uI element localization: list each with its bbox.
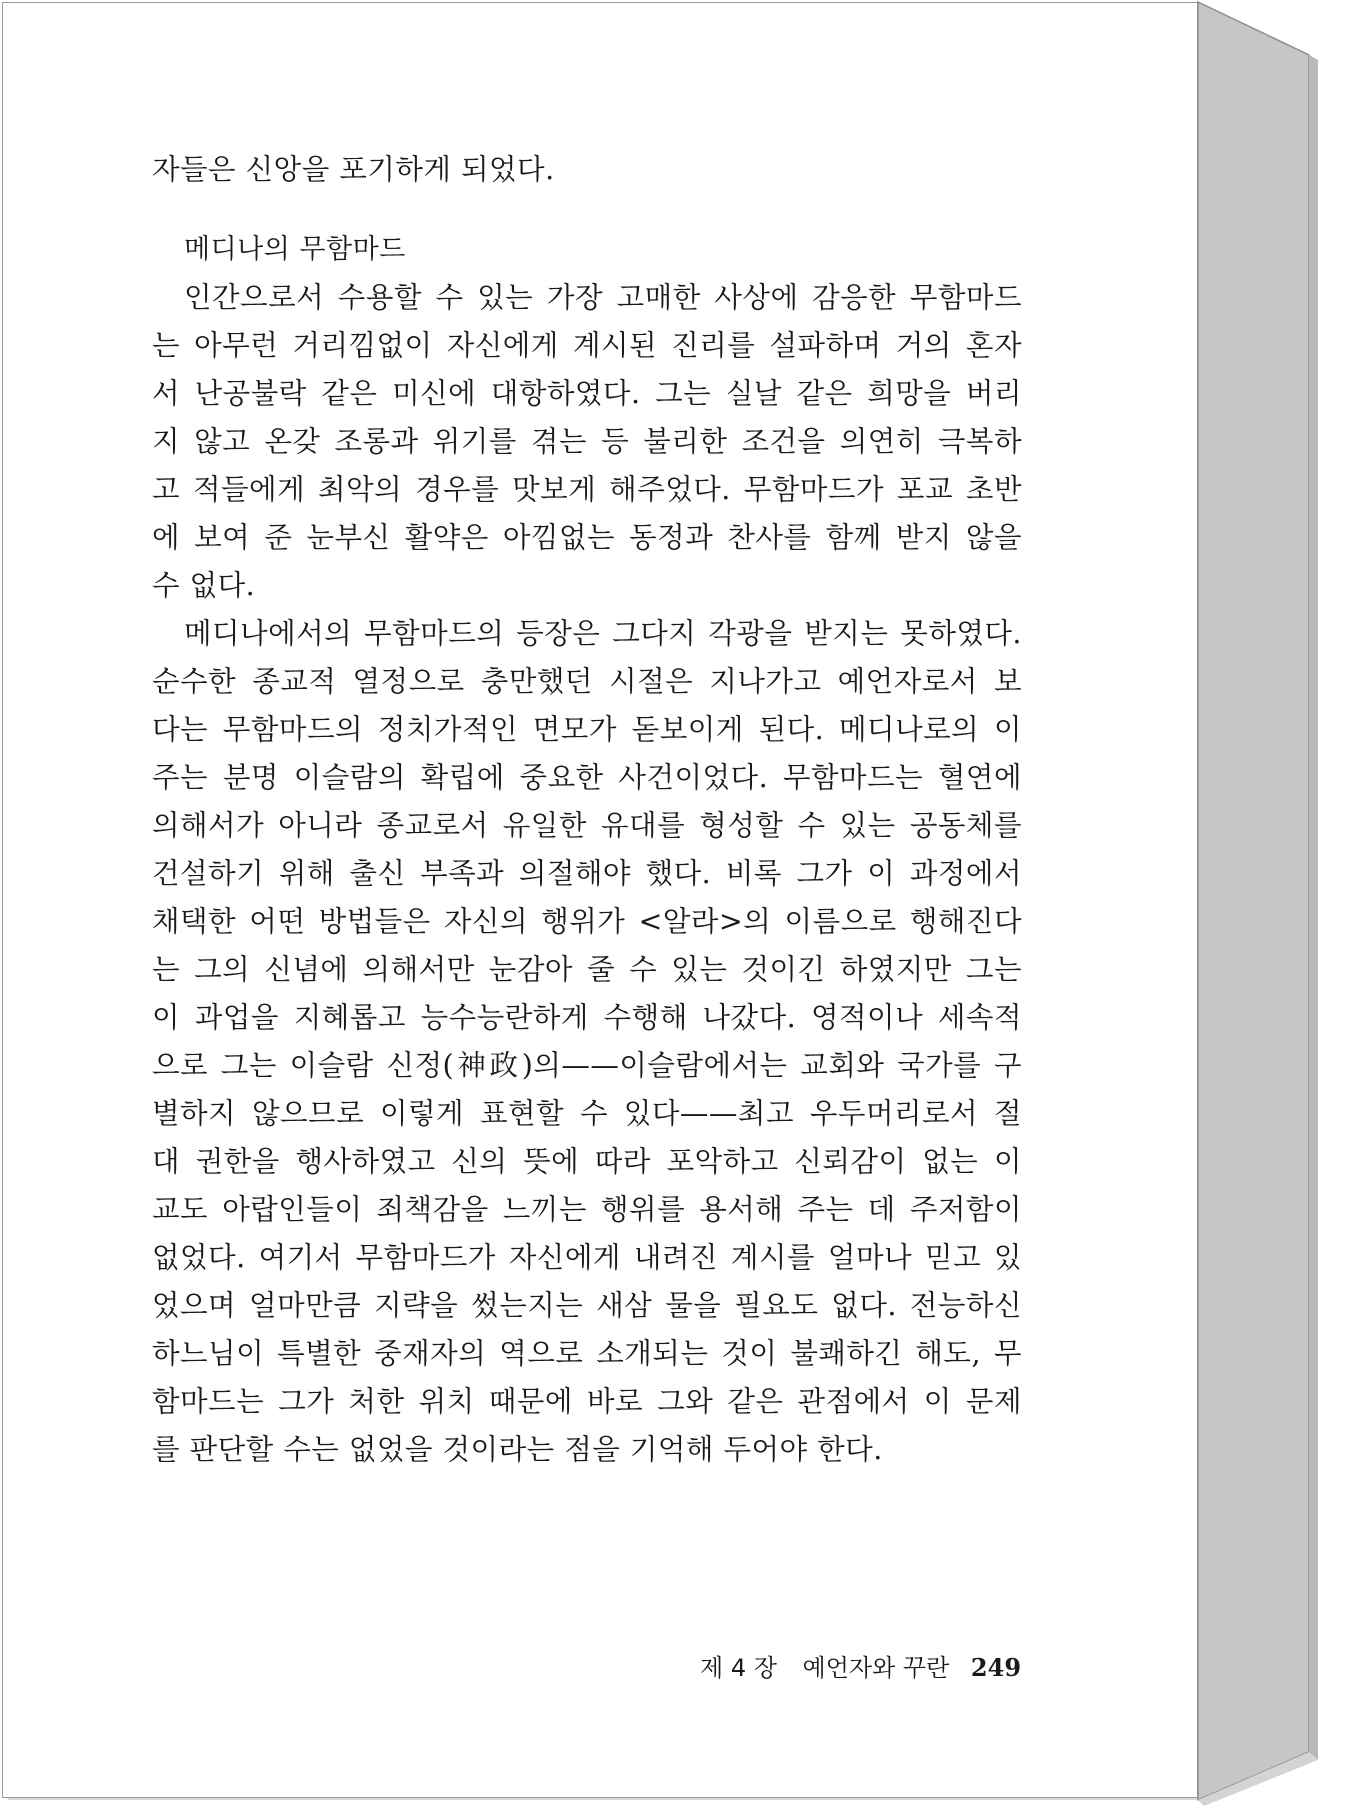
body-line: 함마드는 그가 처한 위치 때문에 바로 그와 같은 관점에서 이 문제 — [152, 1385, 1022, 1418]
body-line: 하느님이 특별한 중재자의 역으로 소개되는 것이 불쾌하긴 해도, 무 — [152, 1337, 1022, 1370]
body-line: 서 난공불락 같은 미신에 대항하였다. 그는 실날 같은 희망을 버리 — [152, 377, 1022, 410]
body-line: 에 보여 준 눈부신 활약은 아낌없는 동정과 찬사를 함께 받지 않을 — [152, 521, 1022, 554]
chapter-title: 예언자와 꾸란 — [802, 1654, 950, 1682]
body-line: 었으며 얼마만큼 지략을 썼는지는 새삼 물을 필요도 없다. 전능하신 — [152, 1289, 1022, 1322]
body-line: 채택한 어떤 방법들은 자신의 행위가 <알라>의 이름으로 행해진다 — [152, 905, 1022, 938]
body-line: 다는 무함마드의 정치가적인 면모가 돋보이게 된다. 메디나로의 이 — [152, 713, 1022, 746]
body-line: 는 그의 신념에 의해서만 눈감아 줄 수 있는 것이긴 하였지만 그는 — [152, 953, 1022, 986]
book-side-shadow — [1309, 55, 1318, 1760]
paragraph-first-line: 인간으로서 수용할 수 있는 가장 고매한 사상에 감응한 무함마드 — [184, 281, 1022, 314]
paragraph-last-line: 수 없다. — [152, 569, 256, 602]
body-line: 대 권한을 행사하였고 신의 뜻에 따라 포악하고 신뢰감이 없는 이 — [152, 1145, 1022, 1178]
body-line: 순수한 종교적 열정으로 충만했던 시절은 지나가고 예언자로서 보 — [152, 665, 1022, 698]
body-line: 으로 그는 이슬람 신정(神政)의——이슬람에서는 교회와 국가를 구 — [152, 1049, 1022, 1082]
body-line: 주는 분명 이슬람의 확립에 중요한 사건이었다. 무함마드는 혈연에 — [152, 761, 1022, 794]
paragraph-last-line: 자들은 신앙을 포기하게 되었다. — [152, 153, 555, 186]
paragraph-first-line: 메디나에서의 무함마드의 등장은 그다지 각광을 받지는 못하였다. — [184, 617, 1022, 650]
body-line: 별하지 않으므로 이렇게 표현할 수 있다——최고 우두머리로서 절 — [152, 1097, 1022, 1130]
body-line: 의해서가 아니라 종교로서 유일한 유대를 형성할 수 있는 공동체를 — [152, 809, 1022, 842]
body-line: 교도 아랍인들이 죄책감을 느끼는 행위를 용서해 주는 데 주저함이 — [152, 1193, 1022, 1226]
chapter-label: 제 4 장 — [700, 1654, 777, 1682]
body-line: 고 적들에게 최악의 경우를 맛보게 해주었다. 무함마드가 포교 초반 — [152, 473, 1022, 506]
page-footer — [700, 1648, 1020, 1688]
body-line: 없었다. 여기서 무함마드가 자신에게 내려진 계시를 얼마나 믿고 있 — [152, 1241, 1022, 1274]
page-number: 249 — [970, 1653, 1022, 1682]
book-side-edge — [1198, 2, 1309, 1800]
body-line: 이 과업을 지혜롭고 능수능란하게 수행해 나갔다. 영적이나 세속적 — [152, 1001, 1022, 1034]
body-line: 는 아무런 거리낌없이 자신에게 계시된 진리를 설파하며 거의 혼자 — [152, 329, 1022, 362]
body-line: 건설하기 위해 출신 부족과 의절해야 했다. 비록 그가 이 과정에서 — [152, 857, 1022, 890]
paragraph-last-line: 를 판단할 수는 없었을 것이라는 점을 기억해 두어야 한다. — [152, 1433, 883, 1466]
section-heading: 메디나의 무함마드 — [184, 234, 406, 265]
body-line: 지 않고 온갖 조롱과 위기를 겪는 등 불리한 조건을 의연히 극복하 — [152, 425, 1022, 458]
